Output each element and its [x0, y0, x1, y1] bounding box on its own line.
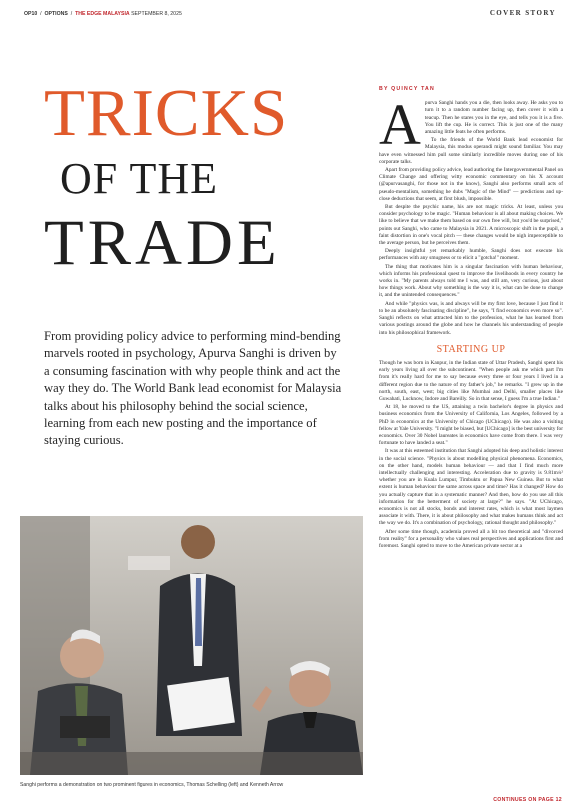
paragraph: The thing that motivates him is a singular fascination with human behaviour, which informs his professional quest to improve the livelihoods in every country he works in. "My parents always told me I was, and still am, very curious, just about how things work. About why something is the way it is, what can be done to change it, and the unintended consequences.": [379, 263, 563, 299]
paragraph: After some time though, academia proved all a bit too theoretical and "divorced from reality" for a personality who values real perspectives and applications first and foremost. Sanghi opted to move to the American private sector at a: [379, 528, 563, 549]
headline-line-2: OF THE: [60, 154, 218, 203]
byline: BY QUINCY TAN: [379, 86, 435, 92]
subhead: STARTING UP: [436, 343, 506, 355]
paragraph: To the friends of the World Bank lead economist for Malaysia, this modus operandi might sound familiar. You may have even witnessed him pull some similarly incredible moves during one of his corporate talks.: [379, 137, 563, 165]
issue-date: SEPTEMBER 8, 2025: [131, 11, 182, 17]
running-header: [24, 9, 556, 21]
paragraph: It was at this esteemed institution that Sanghi adopted his deep and holistic interest in the social science. "Physics is about modelling physical phenomena. Economics, on the other hand, models human behaviour — and that I find much more intellectually challenging and interesting. Acceleration due to gravity is 9.81m/s² whether you are in Kuala Lumpur, Timbuktu or Papua New Guinea. But to what extent is human behaviour the same across space and time? Has it changed? How do you actually capture that in a systematic manner? And then, how do you use all this information for the betterment of society at large?" he says. "At UChicago, economics is not all stocks, bonds and interest rates, which is what most laymen associate it with. There, it is about philosophy and what makes humans think and act the way we do. It's a combination of psychology, rational thought and philosophy.": [379, 448, 563, 527]
headline-line-1: TRICKS: [44, 76, 289, 150]
paragraph: And while "physics was, is and always will be my first love, because I just find it to be an absolutely fascinating discipline", he says, "I find economics even more so". Sanghi reflects on what attracted him to the profession, what he has learned from various postings around the globe and how he channels his understanding of people into his philosophical framework.: [379, 300, 563, 336]
paragraph: Apart from providing policy advice, lead authoring the Intergovernmental Panel on Climate Change and offering witty economic commentary on his X account (@apurvasanghi, for those not in the know), Sanghi also performs small acts of pseudo-mentalism, something he dubs "Magic of the Mind" — predictions and up-close deductions that seem, at first blush, impossible.: [379, 167, 563, 202]
publication-name: THE EDGE MALAYSIA: [75, 11, 130, 17]
headline-line-3: TRADE: [44, 207, 281, 279]
section-name: OPTIONS: [44, 11, 68, 17]
article-column: [379, 86, 563, 551]
standfirst: From providing policy advice to performing mind-bending marvels rooted in psychology, Apurva Sanghi is driven by a consuming fascination with why people think and act the way they do. The World Bank lead economist for Malaysia talks about his philosophy behind the social science, learning from each new posting and the importance of staying curious.: [44, 329, 342, 448]
photo-caption: Sanghi performs a demonstration on two prominent figures in economics, Thomas Schelling (left) and Kenneth Arrow: [20, 782, 284, 788]
paragraph: But despite the psychic name, his are not magic tricks. At least, unless you consider psychology to be magic. "Human behaviour is all about making choices. We like to believe that we make them based on our own free will, but you'd be surprised," points out Sanghi, who came to Malaysia in 2021. A microscopic shift in the pupil, a faint distortion in one's vocal pitch — these changes would be nigh imperceptible to the average person, but he perceives them.: [379, 204, 563, 247]
feature-photo: [20, 516, 363, 775]
paragraph: Though he was born in Kanpur, in the Indian state of Uttar Pradesh, Sanghi spent his early years living all over the subcontinent. "When people ask me which part I'm from it's really hard for me to say because every three or four years I lived in a different region due to the nature of my father's job," he remarks. "I grew up in the north, south, east, west; big cities like Mumbai and Delhi, smaller places like Guwahati, Lucknow, Indore and Bareilly. So in that sense, I guess I'm a true Indian.": [379, 359, 563, 402]
headline: [44, 76, 354, 279]
section-label: COVER STORY: [489, 9, 556, 17]
drop-cap: A: [379, 92, 421, 158]
paragraph: purva Sanghi hands you a die, then looks away. He asks you to turn it to a random number facing up, then cover it with a teacup. Then he stares you in the eye, and tells you it is a five. You lift the cup. He is correct. This is just one of the many amazing little feats he often performs.: [424, 100, 563, 136]
photo-illustration: [20, 516, 363, 775]
paragraph: Deeply insightful yet remarkably humble, Sanghi does not execute his performances with any smugness or to elicit a "gotcha!" moment.: [379, 248, 563, 262]
continues-link[interactable]: CONTINUES ON PAGE 12: [493, 797, 562, 803]
page-number: OP10: [24, 11, 38, 17]
folio: OP10 / OPTIONS / THE EDGE MALAYSIA SEPTEMBER 8, 2025: [24, 11, 182, 17]
paragraph: At 18, he moved to the US, attaining a twin bachelor's degree in physics and business economics from the University of California, Los Angeles, followed by a PhD in economics at the University of Chicago (UChicago). He was also a visiting fellow at Yale University. "I might be biased, but [UChicago] is the best university for economics. Over 30 Nobel laureates in economics have come from there. I was very fortunate to have landed a seat.": [379, 404, 563, 447]
